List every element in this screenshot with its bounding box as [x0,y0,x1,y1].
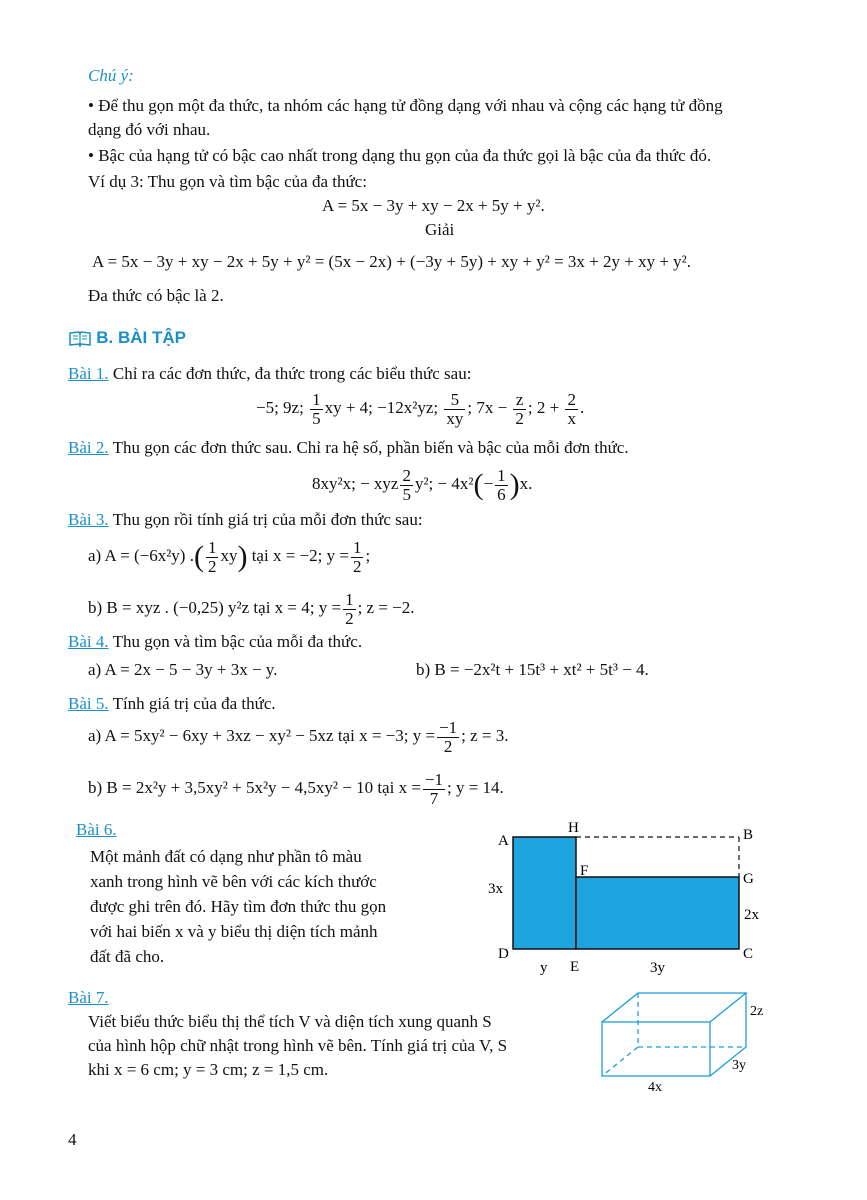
expr-part: xy + 4; −12x²yz; [324,398,439,417]
fraction: $\frac{1}{2}$ [352,537,362,576]
exercise-2-expression: 8xy²x; − xyz $\frac{2}{5}$ y²; − 4x²(− $\frac{1}{6}$ )x. [312,465,533,504]
label-y: y [540,960,548,976]
expr-part: ; z = −2. [357,598,415,617]
expr-part: y²; − 4x² [414,474,474,493]
exercise-5a [88,716,509,756]
solution-label: Giải [425,220,455,239]
exercise-4 [68,632,362,652]
exercise-6-line: xanh trong hình vẽ bên với các kích thước [90,872,377,891]
fraction: $\frac{-1}{7}$ [424,769,443,808]
expr-part: ; y = 14. [447,778,504,797]
fraction: $\frac{-1}{2}$ [439,717,458,756]
note-bullet-2: • Bậc của hạng tử có bậc cao nhất trong dạng thu gọn của đa thức gọi là bậc của đa thức đó. [88,146,712,165]
expr-part: b) B = 2x²y + 3,5xy² + 5x²y − 4,5xy² − 10 tại x = [88,778,421,797]
label-4x: 4x [648,1080,662,1095]
exercise-7-label[interactable]: Bài 7. [68,988,109,1007]
expr-part: a) A = (−6x²y) . [88,546,194,565]
exercise-1-text: Chỉ ra các đơn thức, đa thức trong các biểu thức sau: [112,364,472,383]
expr-part: −5; 9z; [256,398,304,417]
expr-part: ; z = 3. [461,726,509,745]
conclusion: Đa thức có bậc là 2. [88,286,224,305]
exercise-3 [68,510,423,530]
fraction: $\frac{z}{2}$ [515,389,524,428]
land-left-part [513,837,576,949]
land-right-part [576,877,739,949]
exercise-2-label[interactable]: Bài 2. [68,438,109,457]
book-icon [68,330,92,348]
fraction: $\frac{1}{2}$ [345,589,354,628]
fraction: $\frac{2}{5}$ [402,465,411,504]
label-2z: 2z [750,1004,764,1019]
label-3y: 3y [650,960,665,976]
exercise-1 [68,364,471,384]
example-expression: A = 5x − 3y + xy − 2x + 5y + y². [322,196,545,215]
exercise-1-label[interactable]: Bài 1. [68,364,109,383]
exercise-5-label[interactable]: Bài 5. [68,694,109,713]
label-B: B [743,827,754,843]
label-3x: 3x [488,881,503,897]
exercise-5 [68,694,276,714]
exercise-7-line-2: của hình hộp chữ nhật trong hình vẽ bên. Tính giá trị của V, S [88,1036,508,1055]
section-title: B. BÀI TẬP [96,328,186,347]
label-2x: 2x [744,907,759,923]
label-C: C [743,946,754,962]
exercise-7-line-1: Viết biểu thức biểu thị thể tích V và diện tích xung quanh S [88,1012,492,1031]
exercise-6-text [90,844,430,969]
box-front [602,1022,710,1076]
exercise-6-line: đất đã cho. [90,947,165,966]
exercise-7-line-3: khi x = 6 cm; y = 3 cm; z = 1,5 cm. [88,1060,329,1079]
expr-part: . [579,398,585,417]
label-F: F [580,863,589,879]
solution-expression: A = 5x − 3y + xy − 2x + 5y + y² = (5x − 2x) + (−3y + 5y) + xy + y² = 3x + 2y + xy + y². [92,252,692,271]
box-hidden-edges [602,993,746,1076]
expr-part: ; 7x − [467,398,508,417]
fraction: $\frac{1}{6}$ [497,465,506,504]
label-D: D [498,946,509,962]
expr-part: xy [220,546,238,565]
expr-part: x. [519,474,533,493]
example-label: Ví dụ 3: Thu gọn và tìm bậc của đa thức: [88,172,367,191]
land-figure [480,815,770,985]
exercise-3-text: Thu gọn rồi tính giá trị của mỗi đơn thức sau: [112,510,423,529]
exercise-2-text: Thu gọn các đơn thức sau. Chỉ ra hệ số, phần biến và bậc của mỗi đơn thức. [112,438,629,457]
exercise-3a: a) A = (−6x²y) .( $\frac{1}{2}$ xy) tại x = −2; y = $\frac{1}{2}$ ; [88,537,371,576]
note-title: Chú ý: [88,66,134,85]
exercise-6-label[interactable]: Bài 6. [76,820,117,839]
fraction: $\frac{5}{xy}$ [446,389,464,428]
exercise-2 [68,438,629,458]
box-figure [590,985,780,1095]
note-bullet-1-cont: dạng đó với nhau. [88,120,211,139]
exercise-3-label[interactable]: Bài 3. [68,510,109,529]
exercise-4a: a) A = 2x − 5 − 3y + 3x − y. [88,660,278,679]
fraction: $\frac{1}{5}$ [312,389,321,428]
label-G: G [743,871,754,887]
section-heading [68,328,186,348]
label-H: H [568,820,579,836]
exercise-5b [88,768,504,808]
expr-part: − [483,474,494,493]
exercise-3b [88,588,415,628]
expr-part: 8xy²x; − xyz [312,474,399,493]
expr-part: b) B = xyz . (−0,25) y²z tại x = 4; y = [88,598,342,617]
box-top [602,993,746,1022]
expr-part: ; [365,546,371,565]
exercise-1-expression [256,390,584,428]
exercise-4-text: Thu gọn và tìm bậc của mỗi đa thức. [112,632,363,651]
exercise-6-line: với hai biến x và y biểu thị diện tích mảnh [90,922,378,941]
label-3y: 3y [732,1058,746,1073]
label-A: A [498,833,509,849]
expr-part: tại x = −2; y = [251,546,349,565]
fraction: $\frac{2}{x}$ [567,389,576,428]
note-bullet-1: • Để thu gọn một đa thức, ta nhóm các hạng tử đồng dạng với nhau và cộng các hạng tử đồng [88,96,723,115]
expr-part: a) A = 5xy² − 6xy + 3xz − xy² − 5xz tại x = −3; y = [88,726,436,745]
expr-part: ; 2 + [527,398,560,417]
fraction: $\frac{1}{2}$ [207,537,217,576]
exercise-5-text: Tính giá trị của đa thức. [112,694,276,713]
label-E: E [570,959,580,975]
exercise-4b: b) B = −2x²t + 15t³ + xt² + 5t³ − 4. [416,660,649,679]
exercise-4-label[interactable]: Bài 4. [68,632,109,651]
exercise-6-line: Một mảnh đất có dạng như phần tô màu [90,847,362,866]
page-number: 4 [68,1130,77,1149]
exercise-6-line: được ghi trên đó. Hãy tìm đơn thức thu gọn [90,897,387,916]
